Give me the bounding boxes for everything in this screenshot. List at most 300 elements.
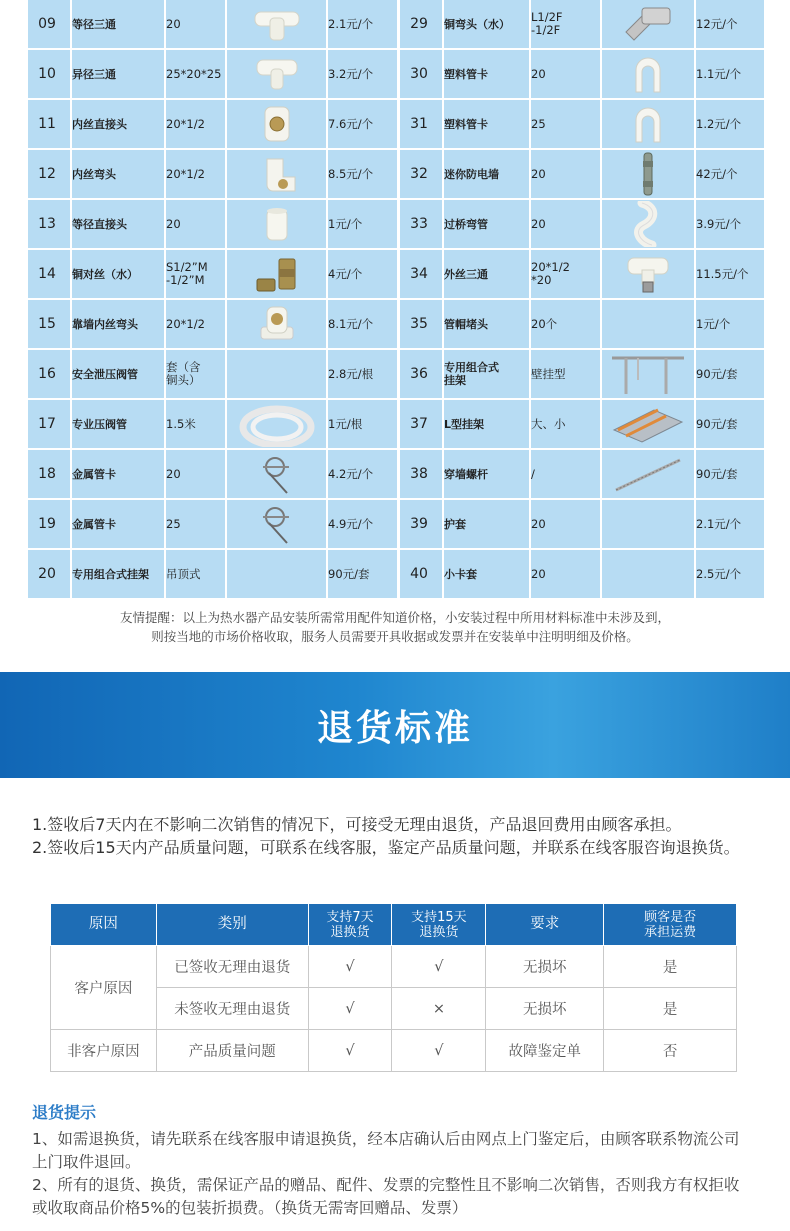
hose-coil-icon [227,400,326,448]
item-price-text: 4.9元/个 [328,517,374,531]
item-spec-text: 20 [531,166,546,181]
item-price [328,500,397,548]
item-spec [166,250,227,298]
column-divider [70,250,72,298]
item-price-text: 3.2元/个 [328,67,374,81]
column-divider [529,200,531,248]
item-number [400,150,438,198]
item-name-text: 穿墙螺杆 [444,467,488,481]
item-name [72,500,166,548]
male-tee-icon [602,250,694,298]
item-price [696,400,764,448]
column-divider [529,350,531,398]
column-divider [694,450,696,498]
column-divider [529,550,531,598]
column-divider [225,100,227,148]
column-divider [164,550,166,598]
item-number [400,200,438,248]
item-spec [166,450,227,498]
column-divider [694,400,696,448]
item-spec-text: L1/2F -1/2F [531,10,563,37]
column-divider [70,150,72,198]
column-divider [600,350,602,398]
item-spec [166,0,227,48]
price-row [400,100,764,148]
column-divider [442,300,444,348]
item-number [28,350,66,398]
wall-bracket-icon [602,350,694,398]
column-divider [600,0,602,48]
item-number-text: 33 [410,216,428,232]
price-row [400,0,764,48]
cell-7day: √ [308,1030,392,1072]
column-divider [164,0,166,48]
item-number-text: 36 [410,366,428,382]
item-spec-text: 20*1/2 *20 [531,260,570,287]
item-image-empty [227,350,326,398]
item-price [328,400,397,448]
item-price [696,550,764,598]
column-divider [326,300,328,348]
metal-clamp-icon [227,450,326,498]
item-spec-text: 25 [166,516,181,531]
column-divider [225,550,227,598]
column-divider [70,200,72,248]
cell-category: 已签收无理由退货 [156,946,308,988]
item-number [400,450,438,498]
item-name-text: L型挂架 [444,417,485,431]
item-name [72,400,166,448]
item-price [328,350,397,398]
item-spec-text: / [531,466,535,481]
item-spec [531,300,600,348]
column-divider [600,100,602,148]
column-divider [529,50,531,98]
item-spec-text: 20*1/2 [166,116,205,131]
return-standard-table [50,903,737,1072]
item-name [444,450,530,498]
item-image-empty [227,550,326,598]
item-spec-text: 20 [531,66,546,81]
column-divider [600,250,602,298]
item-number [400,350,438,398]
item-price [328,150,397,198]
price-row [400,400,764,448]
price-row [400,550,764,598]
item-spec [166,500,227,548]
item-name-text: 金属管卡 [72,467,116,481]
price-row [400,300,764,348]
column-divider [442,350,444,398]
column-divider [70,350,72,398]
l-bracket-icon [602,400,694,448]
column-divider [70,550,72,598]
item-number-text: 40 [410,566,428,582]
item-spec-text: 20 [166,16,181,31]
item-spec [531,350,600,398]
return-tips [32,1128,752,1220]
item-number-text: 32 [410,166,428,182]
item-name [72,100,166,148]
price-table-right [400,0,764,594]
item-image-empty [602,550,694,598]
header-label: 支持15天 退换货 [411,909,467,940]
column-divider [326,350,328,398]
item-name-text: 迷你防电墙 [444,167,499,181]
cell-15day: × [392,988,486,1030]
column-divider [70,450,72,498]
price-row [400,450,764,498]
item-price-text: 1元/个 [696,317,731,331]
price-table-left [28,0,397,594]
header-label: 顾客是否 承担运费 [644,909,697,940]
item-name-text: 异径三通 [72,67,116,81]
item-number-text: 19 [38,516,56,532]
column-divider [164,450,166,498]
return-tips-title: 退货提示 [32,1103,97,1122]
item-spec-text: 25*20*25 [166,66,222,81]
item-number [28,400,66,448]
female-elbow-icon [227,150,326,198]
item-name [444,0,530,48]
disclaimer-line-1: 友情提醒：以上为热水器产品安装所需常用配件知道价格，小安装过程中所用材料标准中未涉及到， [119,610,670,625]
column-divider [70,0,72,48]
column-divider [694,200,696,248]
item-number-text: 29 [410,16,428,32]
cell-requirement: 故障鉴定单 [486,1030,604,1072]
plastic-clip-icon [602,50,694,98]
price-row [28,100,397,148]
column-divider [529,400,531,448]
rule-line-1: 1.签收后7天内在不影响二次销售的情况下，可接受无理由退货，产品退回费用由顾客承担。 [32,815,682,834]
item-price-text: 2.1元/个 [696,517,742,531]
column-divider [225,350,227,398]
female-coupling-icon [227,100,326,148]
wall-elbow-icon [227,300,326,348]
item-name-text: 等径三通 [72,17,116,31]
item-name-text: 安全泄压阀管 [72,367,138,381]
cell-fee: 是 [604,988,737,1030]
item-price-text: 90元/套 [696,367,738,381]
item-spec [166,300,227,348]
item-price-text: 1元/个 [328,217,363,231]
header-label: 类别 [217,916,247,932]
item-name-text: 专用组合式挂架 [72,567,149,581]
column-divider [225,300,227,348]
item-price [696,200,764,248]
price-row [28,500,397,548]
item-number [28,150,66,198]
item-price-text: 1.1元/个 [696,67,742,81]
column-divider [442,150,444,198]
column-divider [694,550,696,598]
column-divider [70,100,72,148]
column-divider [70,500,72,548]
coupling-icon [227,200,326,248]
column-divider [600,450,602,498]
cell-fee: 否 [604,1030,737,1072]
item-image-empty [602,300,694,348]
item-name [72,0,166,48]
item-price-text: 3.9元/个 [696,217,742,231]
column-divider [225,0,227,48]
price-row [28,0,397,48]
item-number-text: 12 [38,166,56,182]
item-spec [531,250,600,298]
return-rules [32,813,772,859]
item-number [28,450,66,498]
column-divider [70,400,72,448]
column-divider [326,0,328,48]
column-divider [326,450,328,498]
price-row [28,350,397,398]
item-name-text: 靠墙内丝弯头 [72,317,138,331]
item-name [444,100,530,148]
item-price [328,250,397,298]
column-divider [442,250,444,298]
item-price [696,0,764,48]
item-number-text: 18 [38,466,56,482]
price-row [28,450,397,498]
column-divider [164,400,166,448]
item-number [400,50,438,98]
item-price-text: 12元/个 [696,17,738,31]
item-price [328,50,397,98]
item-name [444,50,530,98]
item-price-text: 4.2元/个 [328,467,374,481]
cell-7day: √ [308,988,392,1030]
item-price [696,150,764,198]
header-requirement [486,904,604,946]
item-number-text: 13 [38,216,56,232]
column-divider [529,300,531,348]
item-name [72,200,166,248]
item-spec [531,0,600,48]
table-header-row [51,904,737,946]
table-row [51,946,737,988]
header-category [156,904,308,946]
item-name-text: 小卡套 [444,567,477,581]
item-spec-text: 20 [166,216,181,231]
item-name-text: 专业压阀管 [72,417,127,431]
item-name [444,500,530,548]
item-name-text: 护套 [444,517,466,531]
column-divider [442,100,444,148]
item-spec-text: 套（含 铜头） [166,360,201,387]
item-name [72,550,166,598]
item-number-text: 38 [410,466,428,482]
item-name [444,550,530,598]
item-number [400,300,438,348]
item-spec [531,450,600,498]
item-price-text: 1元/根 [328,417,363,431]
item-price-text: 1.2元/个 [696,117,742,131]
item-name [444,400,530,448]
item-name-text: 内丝直接头 [72,117,127,131]
item-number [400,0,438,48]
column-divider [442,550,444,598]
item-number [28,550,66,598]
item-price [696,300,764,348]
item-price [696,500,764,548]
item-name [444,200,530,248]
plastic-clip-icon [602,100,694,148]
column-divider [694,100,696,148]
header-label: 要求 [530,916,560,932]
item-name [72,250,166,298]
item-spec-text: 吊顶式 [166,566,201,581]
item-spec-text: 20 [531,216,546,231]
column-divider [442,400,444,448]
item-spec-text: 20 [166,466,181,481]
item-price-text: 8.1元/个 [328,317,374,331]
column-divider [694,350,696,398]
item-number-text: 30 [410,66,428,82]
item-name [444,350,530,398]
item-number-text: 17 [38,416,56,432]
item-number-text: 39 [410,516,428,532]
item-number [28,50,66,98]
price-row [400,350,764,398]
item-name [444,150,530,198]
price-row [400,500,764,548]
price-row [400,250,764,298]
price-row [400,200,764,248]
item-price-text: 90元/套 [328,567,370,581]
item-number-text: 14 [38,266,56,282]
cell-15day: √ [392,946,486,988]
banner-title: 退货标准 [316,707,473,749]
header-shipping-fee [604,904,737,946]
item-price-text: 90元/套 [696,417,738,431]
column-divider [326,250,328,298]
column-divider [694,50,696,98]
cell-15day: √ [392,1030,486,1072]
column-divider [529,250,531,298]
column-divider [442,450,444,498]
cell-7day: √ [308,946,392,988]
column-divider [225,450,227,498]
item-spec-text: 大、小 [531,416,566,431]
price-row [28,300,397,348]
column-divider [600,400,602,448]
column-divider [164,200,166,248]
column-divider [326,400,328,448]
item-price [696,250,764,298]
item-name-text: 金属管卡 [72,517,116,531]
column-divider [326,150,328,198]
header-reason [51,904,157,946]
item-number [28,200,66,248]
item-number-text: 20 [38,566,56,582]
item-price [328,100,397,148]
column-divider [600,550,602,598]
item-number [28,300,66,348]
item-spec-text: 20*1/2 [166,316,205,331]
item-spec [531,100,600,148]
item-spec-text: 1.5米 [166,416,196,431]
column-divider [600,200,602,248]
price-row [28,550,397,598]
header-15day [392,904,486,946]
column-divider [529,150,531,198]
column-divider [529,500,531,548]
item-name [72,450,166,498]
item-spec-text: 20 [531,516,546,531]
threaded-rod-icon [602,450,694,498]
column-divider [442,500,444,548]
column-divider [694,250,696,298]
column-divider [326,100,328,148]
item-number-text: 11 [38,116,56,132]
column-divider [225,400,227,448]
item-number-text: 16 [38,366,56,382]
price-row [28,400,397,448]
column-divider [225,50,227,98]
accessory-price-table [0,0,790,600]
column-divider [164,100,166,148]
tip-line-1: 1、如需退换货，请先联系在线客服申请退换货，经本店确认后由网点上门鉴定后，由顾客联系物流公司上门取件退回。 [32,1130,740,1171]
column-divider [529,100,531,148]
item-name [444,300,530,348]
item-price-text: 2.1元/个 [328,17,374,31]
item-number [28,500,66,548]
item-spec [166,150,227,198]
cell-requirement: 无损坏 [486,988,604,1030]
column-divider [70,300,72,348]
table-row [51,1030,737,1072]
item-number-text: 09 [38,16,56,32]
disclaimer-line-2: 则按当地的市场价格收取，服务人员需要开具收据或发票并在安装单中注明明细及价格。 [151,629,639,644]
column-divider [442,0,444,48]
item-name [72,300,166,348]
item-price-text: 7.6元/个 [328,117,374,131]
header-7day [308,904,392,946]
column-divider [694,300,696,348]
item-spec [531,50,600,98]
item-price-text: 4元/个 [328,267,363,281]
item-spec [166,550,227,598]
cell-fee: 是 [604,946,737,988]
column-divider [70,50,72,98]
cell-category: 产品质量问题 [156,1030,308,1072]
item-price [696,350,764,398]
reducing-tee-icon [227,50,326,98]
column-divider [600,500,602,548]
item-number-text: 34 [410,266,428,282]
item-name [444,250,530,298]
cell-reason: 非客户原因 [51,1030,157,1072]
item-spec-text: 20个 [531,316,558,331]
item-number [28,100,66,148]
column-divider [326,200,328,248]
anti-shock-icon [602,150,694,198]
cell-category: 未签收无理由退货 [156,988,308,1030]
column-divider [600,150,602,198]
column-divider [225,200,227,248]
item-price-text: 8.5元/个 [328,167,374,181]
brass-elbow-icon [602,0,694,48]
cell-requirement: 无损坏 [486,946,604,988]
item-price [696,50,764,98]
return-policy-banner [0,672,790,778]
item-number [400,400,438,448]
price-row [400,50,764,98]
item-price [328,550,397,598]
item-spec-text: 25 [531,116,546,131]
item-name-text: 铜弯头（水） [444,17,510,31]
item-number-text: 35 [410,316,428,332]
